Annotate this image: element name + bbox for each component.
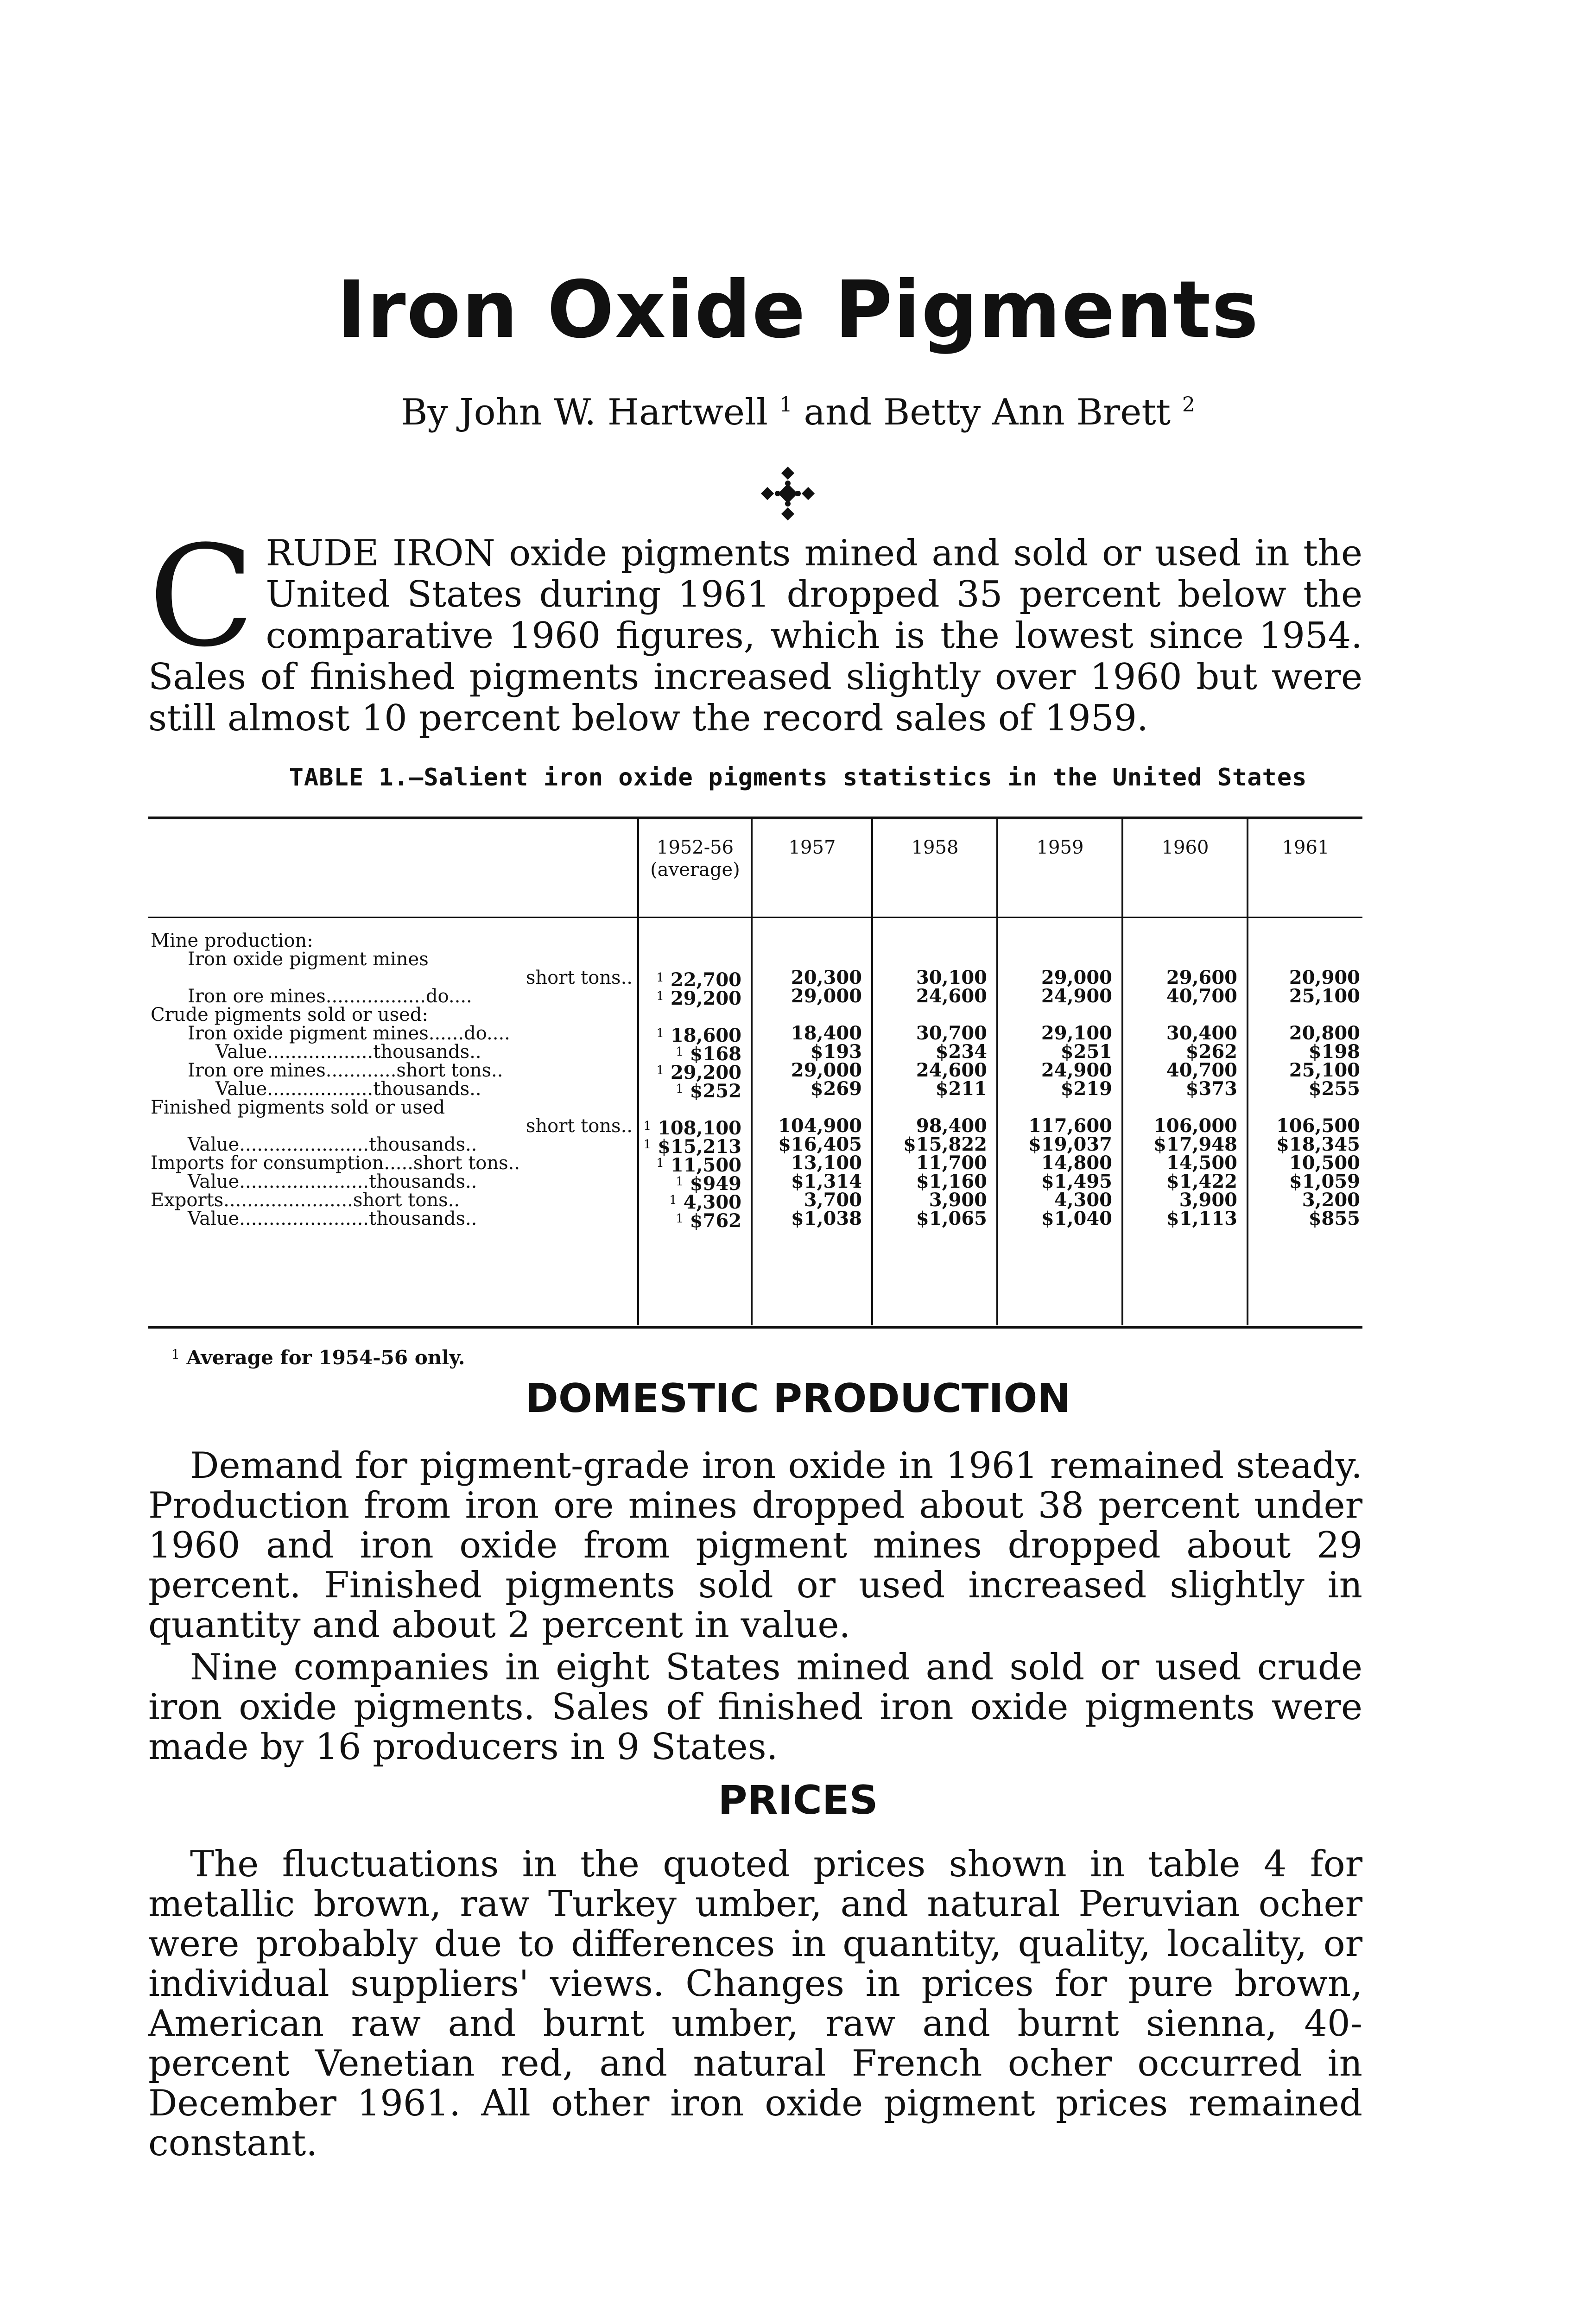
stub-row: Iron oxide pigment mines......do.... <box>188 1023 510 1044</box>
table-cell-value: $234 <box>935 1041 987 1063</box>
table-cell <box>874 1024 987 1043</box>
table-cell <box>1249 987 1360 1006</box>
table-cell <box>640 1117 741 1139</box>
table-cell <box>874 1098 987 1117</box>
table-cell-value: 24,600 <box>916 1059 987 1081</box>
column-divider <box>1247 818 1248 1325</box>
table-cell-value: 3,200 <box>1302 1189 1360 1211</box>
table-cell <box>640 1172 741 1195</box>
stub-row: Iron ore mines.................do.... <box>188 986 472 1007</box>
column-header-1959: 1959 <box>1036 837 1084 858</box>
table-cell-value: $1,038 <box>791 1208 862 1229</box>
table-cell <box>999 1024 1112 1043</box>
stub-row: Value..................thousands.. <box>215 1078 481 1100</box>
stub-row: Value..................thousands.. <box>215 1041 481 1063</box>
table-cell <box>1249 1061 1360 1080</box>
table-cell-value: $198 <box>1308 1041 1360 1063</box>
table-cell-value: $269 <box>810 1078 862 1100</box>
table-cell <box>753 1043 862 1061</box>
drop-cap: C <box>148 516 255 677</box>
table-cell-value: 30,400 <box>1166 1022 1237 1044</box>
table-cell <box>999 969 1112 987</box>
table-cell <box>640 931 741 950</box>
column-divider <box>751 818 753 1325</box>
average-note-mark: 1 <box>643 1119 652 1133</box>
data-column-average <box>640 931 741 1232</box>
table-cell <box>1124 950 1237 969</box>
table-cell-value: 20,900 <box>1289 967 1360 988</box>
table-cell-value: $1,495 <box>1041 1171 1112 1192</box>
table-cell-value: 106,500 <box>1276 1115 1360 1137</box>
table-cell-value: 40,700 <box>1166 985 1237 1007</box>
column-header-1960: 1960 <box>1161 837 1209 858</box>
table-cell-value: 106,000 <box>1153 1115 1237 1137</box>
table-cell <box>999 1080 1112 1098</box>
average-note-mark: 1 <box>643 1138 652 1152</box>
data-column-1958 <box>874 931 987 1228</box>
table-cell-value: 4,300 <box>1054 1189 1112 1211</box>
stub-row: Mine production: <box>151 930 313 951</box>
table-cell <box>1124 969 1237 987</box>
diamond-ornament-icon <box>760 466 816 521</box>
table-cell <box>874 1135 987 1154</box>
table-cell-value: $18,345 <box>1276 1133 1360 1155</box>
table-cell <box>874 950 987 969</box>
table-cell-value: $219 <box>1060 1078 1112 1100</box>
table-cell <box>753 1209 862 1228</box>
table-cell <box>999 1191 1112 1209</box>
table-cell-value: 29,000 <box>1041 967 1112 988</box>
table-cell <box>640 950 741 969</box>
table-cell <box>753 1154 862 1172</box>
stub-row: Finished pigments sold or used <box>151 1097 445 1118</box>
table-cell <box>753 969 862 987</box>
table-cell-value: $16,405 <box>778 1133 862 1155</box>
table-cell <box>640 1024 741 1046</box>
table-cell <box>1249 1191 1360 1209</box>
table-cell <box>999 1006 1112 1024</box>
section-heading-prices: PRICES <box>718 1777 878 1823</box>
table-cell <box>1249 950 1360 969</box>
table-cell-value: $373 <box>1185 1078 1237 1100</box>
column-header-1961: 1961 <box>1282 837 1330 858</box>
table-cell-value: 3,900 <box>1179 1189 1237 1211</box>
table-cell-value: 29,200 <box>670 988 741 1009</box>
table-cell-value: 20,800 <box>1289 1022 1360 1044</box>
average-note-mark: 1 <box>656 1064 664 1077</box>
average-note-mark: 1 <box>669 1193 677 1207</box>
stub-row: Exports......................short tons.. <box>151 1190 460 1211</box>
byline-author-2: and Betty Ann Brett <box>804 392 1171 433</box>
table-cell-value: 4,300 <box>683 1191 741 1213</box>
stub-row: short tons.. <box>526 1115 633 1137</box>
table-caption: TABLE 1.—Salient iron oxide pigments statistics in the United States <box>289 764 1307 791</box>
table-cell-value: $1,314 <box>791 1171 862 1192</box>
table-cell <box>753 1191 862 1209</box>
prices-paragraph-1: The fluctuations in the quoted prices shown in table 4 for metallic brown, raw Turkey umber, and natural Peruvian ocher were probably due to differences in quantity, quality, locality, or individual suppliers' views. Changes in prices for pure brown, American raw and burnt umber, raw and burnt sienna, 40-percent Venetian red, and natural French ocher occurred in December 1961. All other iron oxide pigment prices remained constant. <box>148 1843 1362 2164</box>
column-header-average <box>640 836 751 881</box>
article-title: Iron Oxide Pigments <box>336 264 1260 356</box>
table-cell-value: $1,065 <box>916 1208 987 1229</box>
data-column-1959 <box>999 931 1112 1228</box>
table-cell <box>753 1172 862 1191</box>
table-cell <box>640 987 741 1009</box>
average-note-mark: 1 <box>656 1026 664 1040</box>
table-cell <box>1124 1209 1237 1228</box>
average-note-mark: 1 <box>676 1212 684 1226</box>
footnote-mark-2: 2 <box>1182 393 1195 417</box>
byline <box>0 392 1596 433</box>
table-cell <box>1124 1191 1237 1209</box>
table-cell <box>1124 987 1237 1006</box>
table-cell-value: 24,600 <box>916 985 987 1007</box>
table-stub-column <box>151 931 637 1228</box>
table-cell-value: 14,500 <box>1166 1152 1237 1174</box>
table-cell <box>640 1209 741 1232</box>
table-cell-value: $262 <box>1185 1041 1237 1063</box>
table-cell <box>874 1191 987 1209</box>
table-cell <box>1124 1080 1237 1098</box>
table-cell-value: 20,300 <box>791 967 862 988</box>
table-cell <box>1249 1006 1360 1024</box>
table-cell-value: 108,100 <box>658 1117 741 1139</box>
table-cell-value: 10,500 <box>1289 1152 1360 1174</box>
table-cell-value: $949 <box>690 1173 741 1195</box>
table-cell <box>753 931 862 950</box>
table-cell-value: 22,700 <box>670 969 741 991</box>
lead-text: RUDE IRON oxide pigments mined and sold or used in the United States during 1961 dropped 35 percent below the comparative 1960 figures, which is the lowest since 1954. Sales of finished pigments increased slightly over 1960 but were still almost 10 percent below the record sales of 1959. <box>148 532 1362 739</box>
table-cell <box>1249 1172 1360 1191</box>
table-cell-value: $762 <box>690 1210 741 1232</box>
table-cell <box>1249 1209 1360 1228</box>
table-cell-value: 98,400 <box>916 1115 987 1137</box>
table-cell <box>753 1117 862 1135</box>
average-note-mark: 1 <box>656 971 664 985</box>
column-divider <box>996 818 998 1325</box>
table-cell-value: 40,700 <box>1166 1059 1237 1081</box>
table-cell-value: 29,000 <box>791 1059 862 1081</box>
table-cell-value: $251 <box>1060 1041 1112 1063</box>
table-cell <box>874 987 987 1006</box>
table-footnote <box>171 1346 465 1369</box>
table-cell-value: $1,422 <box>1166 1171 1237 1192</box>
stub-row: Value......................thousands.. <box>188 1171 477 1192</box>
table-cell <box>874 1061 987 1080</box>
table-cell <box>999 1043 1112 1061</box>
domestic-paragraph-1: Demand for pigment-grade iron oxide in 1961 remained steady. Production from iron ore mines dropped about 38 percent under 1960 and iron oxide from pigment mines dropped about 29 percent. Finished pigments sold or used increased slightly in quantity and about 2 percent in value. <box>148 1445 1362 1646</box>
table-header-rule <box>148 917 1362 918</box>
average-note-mark: 1 <box>676 1175 684 1189</box>
column-header-1958: 1958 <box>911 837 959 858</box>
table-cell-value: 18,400 <box>791 1022 862 1044</box>
table-cell <box>1249 931 1360 950</box>
table-bottom-rule <box>148 1326 1362 1329</box>
table-cell <box>999 987 1112 1006</box>
table-cell-value: 24,900 <box>1041 985 1112 1007</box>
table-cell-value: $168 <box>690 1043 741 1065</box>
table-cell-value: $19,037 <box>1028 1133 1112 1155</box>
table-cell-value: $1,040 <box>1041 1208 1112 1229</box>
table-cell <box>874 1117 987 1135</box>
table-cell-value: $15,822 <box>903 1133 987 1155</box>
table-cell <box>874 1080 987 1098</box>
average-note-mark: 1 <box>676 1045 684 1059</box>
table-cell-value: $252 <box>690 1080 741 1102</box>
data-column-1957 <box>753 931 862 1228</box>
table-cell-value: $855 <box>1308 1208 1360 1229</box>
table-cell-value: $255 <box>1308 1078 1360 1100</box>
data-column-1961 <box>1249 931 1360 1228</box>
table-cell <box>999 1061 1112 1080</box>
table-cell <box>1249 1154 1360 1172</box>
table-cell-value: $1,059 <box>1289 1171 1360 1192</box>
table-cell <box>1124 1117 1237 1135</box>
table-cell-value: 29,000 <box>791 985 862 1007</box>
stub-row: Iron ore mines............short tons.. <box>188 1060 503 1081</box>
table-cell-value: $193 <box>810 1041 862 1063</box>
table-cell <box>640 969 741 991</box>
column-header-1957: 1957 <box>788 837 836 858</box>
table-cell-value: 25,100 <box>1289 985 1360 1007</box>
average-note-mark: 1 <box>656 989 664 1003</box>
table-cell <box>1124 1043 1237 1061</box>
table-top-rule <box>148 817 1362 819</box>
table-cell <box>1124 1135 1237 1154</box>
stub-row: Value......................thousands.. <box>188 1208 477 1229</box>
table-cell <box>999 1135 1112 1154</box>
table-cell <box>1249 1080 1360 1098</box>
column-divider <box>637 818 639 1325</box>
table-footnote-text: Average for 1954-56 only. <box>186 1346 465 1369</box>
table-cell-value: 29,600 <box>1166 967 1237 988</box>
table-cell-value: $15,213 <box>658 1136 741 1158</box>
table-cell <box>753 1006 862 1024</box>
table-cell <box>753 1098 862 1117</box>
table-cell <box>1249 1024 1360 1043</box>
column-header-years: 1952-56 <box>656 837 734 858</box>
average-note-mark: 1 <box>676 1082 684 1096</box>
table-cell-value: 104,900 <box>778 1115 862 1137</box>
table-cell <box>874 931 987 950</box>
table-cell <box>1249 1043 1360 1061</box>
table-cell-value: 18,600 <box>670 1025 741 1046</box>
average-note-mark: 1 <box>656 1156 664 1170</box>
table-cell <box>999 950 1112 969</box>
table-cell <box>874 1006 987 1024</box>
table-cell <box>1249 1135 1360 1154</box>
table-cell-value: $1,113 <box>1166 1208 1237 1229</box>
table-cell-value: 24,900 <box>1041 1059 1112 1081</box>
stub-row: Value......................thousands.. <box>188 1134 477 1155</box>
table-cell-value: 30,100 <box>916 967 987 988</box>
table-cell-value: 117,600 <box>1028 1115 1112 1137</box>
table-cell <box>640 1080 741 1102</box>
table-cell-value: $1,160 <box>916 1171 987 1192</box>
table-cell <box>640 1191 741 1213</box>
table-cell-value: 25,100 <box>1289 1059 1360 1081</box>
table-cell <box>1249 1117 1360 1135</box>
table-cell-value: 30,700 <box>916 1022 987 1044</box>
table-cell <box>640 1061 741 1083</box>
table-cell <box>1124 1061 1237 1080</box>
table-cell-value: 29,100 <box>1041 1022 1112 1044</box>
table-cell <box>874 969 987 987</box>
table-cell <box>1124 1024 1237 1043</box>
table-cell-value: 13,100 <box>791 1152 862 1174</box>
table-cell <box>753 1024 862 1043</box>
table-cell-value: $211 <box>935 1078 987 1100</box>
table-cell <box>874 1154 987 1172</box>
table-cell <box>874 1043 987 1061</box>
data-column-1960 <box>1124 931 1237 1228</box>
table-cell <box>1124 1098 1237 1117</box>
table-cell-value: 11,700 <box>916 1152 987 1174</box>
column-divider <box>1121 818 1123 1325</box>
table-cell <box>753 987 862 1006</box>
table-cell <box>1249 969 1360 987</box>
column-header-average-note: (average) <box>650 859 740 880</box>
table-cell <box>999 1172 1112 1191</box>
table-cell <box>1124 931 1237 950</box>
lead-paragraph <box>148 516 1362 739</box>
table-cell <box>753 1061 862 1080</box>
table-cell <box>1249 1098 1360 1117</box>
table-cell-value: 3,700 <box>804 1189 862 1211</box>
table-cell <box>999 1117 1112 1135</box>
stub-row: short tons.. <box>526 967 633 988</box>
table-cell <box>753 950 862 969</box>
stub-row: Crude pigments sold or used: <box>151 1004 428 1026</box>
table-cell-value: 29,200 <box>670 1062 741 1083</box>
domestic-paragraph-2: Nine companies in eight States mined and sold or used crude iron oxide pigments. Sales of finished iron oxide pigments were made by 16 producers in 9 States. <box>148 1646 1362 1768</box>
table-cell <box>999 1209 1112 1228</box>
table-cell <box>874 1172 987 1191</box>
byline-author-1: By John W. Hartwell <box>401 392 768 433</box>
table-cell <box>753 1135 862 1154</box>
table-cell <box>999 1154 1112 1172</box>
table-cell <box>1124 1154 1237 1172</box>
table-cell <box>753 1080 862 1098</box>
table-cell-value: 11,500 <box>670 1154 741 1176</box>
table-cell <box>999 1098 1112 1117</box>
table-cell-value: 14,800 <box>1041 1152 1112 1174</box>
table-cell <box>1124 1172 1237 1191</box>
section-heading-domestic: DOMESTIC PRODUCTION <box>525 1375 1071 1422</box>
stub-row: Imports for consumption.....short tons.. <box>151 1152 520 1174</box>
table-cell <box>999 931 1112 950</box>
footnote-mark-1: 1 <box>779 393 792 417</box>
table-cell-value: $17,948 <box>1153 1133 1237 1155</box>
stub-row: Iron oxide pigment mines <box>188 949 429 970</box>
table-cell-value: 3,900 <box>929 1189 987 1211</box>
table-cell <box>874 1209 987 1228</box>
table-cell <box>1124 1006 1237 1024</box>
column-divider <box>871 818 873 1325</box>
table-cell <box>640 1043 741 1065</box>
table-cell <box>640 1135 741 1158</box>
table-footnote-mark: 1 <box>171 1347 180 1362</box>
